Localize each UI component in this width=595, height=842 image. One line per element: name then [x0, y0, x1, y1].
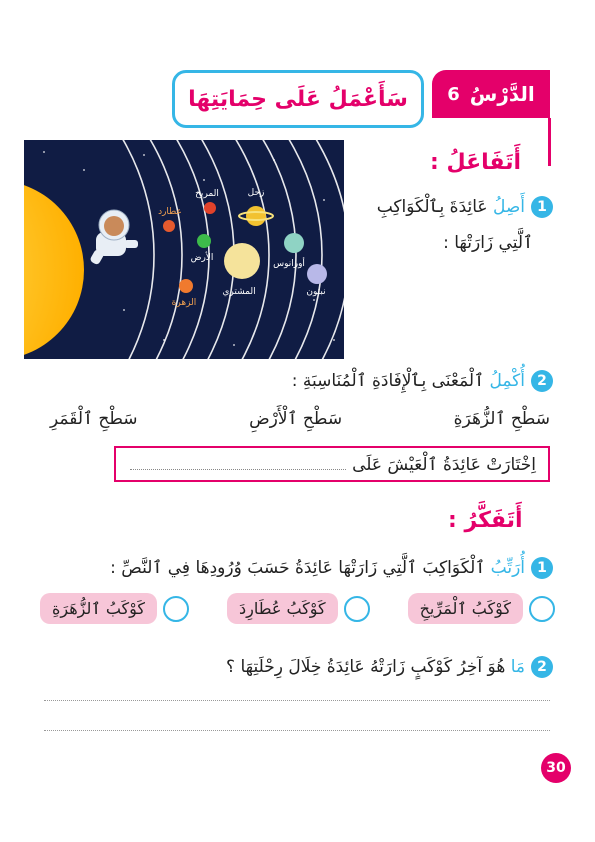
order-label: كَوْكَبُ عُطَارِدَ: [227, 593, 338, 624]
lesson-label: الدَّرْسُ: [469, 82, 535, 106]
question-1-connect: [353, 196, 553, 218]
question-2-complete: [253, 370, 553, 392]
lesson-title-box: [172, 70, 424, 128]
word-choice: سَطْحِ ٱلْقَمَرِ: [50, 409, 138, 429]
mars-planet: [204, 202, 216, 214]
question-verb: أَصِلُ: [492, 197, 525, 217]
order-label: كَوْكَبُ ٱلزُّهَرَةِ: [40, 593, 157, 624]
order-circle[interactable]: [344, 596, 370, 622]
mercury-planet: [163, 220, 175, 232]
answer-line[interactable]: [44, 700, 550, 701]
question-2-last-planet: [133, 656, 553, 678]
answer-blank[interactable]: [130, 459, 346, 470]
word-choices: [50, 408, 550, 429]
saturn-planet: [246, 206, 266, 226]
jupiter-planet: [224, 243, 260, 279]
solar-system-illustration: [24, 140, 344, 359]
lesson-number: 6: [447, 83, 460, 105]
answer-prompt: اِخْتَارَتْ عَائِدَةُ ٱلْعَيْشَ عَلَى: [352, 454, 536, 475]
page-number: 30: [541, 753, 571, 783]
order-options: [40, 593, 555, 624]
label-neptune: نبتون: [306, 287, 326, 297]
venus-planet: [179, 279, 193, 293]
lesson-tab: [432, 70, 550, 118]
label-jupiter: المشتري: [222, 287, 256, 297]
question-1-line2: ٱلَّتِي زَارَتْهَا :: [443, 233, 533, 253]
question-number: 2: [531, 656, 553, 678]
question-text: هُوَ آخِرُ كَوْكَبٍ زَارَتْهُ عَائِدَةُ خِلَالَ رِحْلَتِهَا ؟: [226, 657, 506, 677]
question-verb: مَا: [510, 657, 525, 677]
order-circle[interactable]: [163, 596, 189, 622]
label-venus: الزهرة: [171, 298, 197, 308]
question-number: 1: [531, 557, 553, 579]
neptune-planet: [307, 264, 327, 284]
question-text: ٱلْمَعْنَى بِٱلْإِفَادَةِ ٱلْمُنَاسِبَةِ :: [291, 371, 485, 391]
question-number: 1: [531, 196, 553, 218]
answer-line[interactable]: [44, 730, 550, 731]
label-saturn: زحل: [247, 188, 265, 198]
label-uranus: أورانوس: [273, 259, 305, 269]
label-mars: المريخ: [195, 189, 219, 199]
label-mercury: عطارد: [158, 207, 182, 217]
question-number: 2: [531, 370, 553, 392]
question-text-line1: عَائِدَةَ بِٱلْكَوَاكِبِ: [376, 197, 488, 217]
question-1-order: [33, 557, 553, 579]
uranus-planet: [284, 233, 304, 253]
lesson-title: سَأَعْمَلُ عَلَى حِمَايَتِهَا: [188, 86, 408, 112]
earth-planet: [197, 234, 211, 248]
order-item: [40, 593, 189, 624]
answer-box[interactable]: [114, 446, 550, 482]
word-choice: سَطْحِ ٱلزُّهَرَةِ: [453, 409, 550, 429]
question-verb: أُكْمِلُ: [489, 371, 525, 391]
order-item: [408, 593, 555, 624]
question-text: ٱلْكَوَاكِبَ ٱلَّتِي زَارَتْهَا عَائِدَةُ حَسَبَ وُرُودِهَا فِي ٱلنَّصِّ :: [110, 558, 486, 578]
order-item: [227, 593, 370, 624]
question-verb: أُرَتِّبُ: [490, 558, 525, 578]
solar-system-image: [24, 140, 344, 359]
section-heading-interact: أَتَفَاعَلُ :: [430, 150, 522, 175]
order-label: كَوْكَبُ ٱلْمَرِّيخِ: [408, 593, 523, 624]
label-earth: الأرض: [190, 253, 214, 263]
order-circle[interactable]: [529, 596, 555, 622]
section-heading-reflect: أَتَفَكَّرُ :: [448, 508, 523, 533]
word-choice: سَطْحِ ٱلْأَرْضِ: [249, 409, 343, 429]
tab-divider: [548, 118, 551, 166]
